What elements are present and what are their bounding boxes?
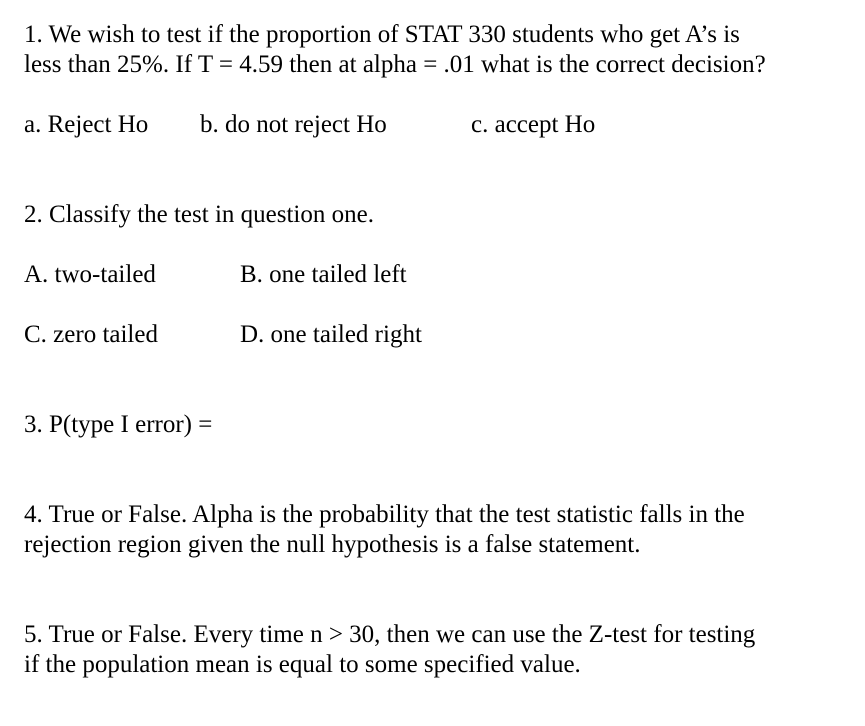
question-3-text: 3. P(type I error) =	[24, 411, 213, 438]
question-1-line-1: 1. We wish to test if the proportion of STAT 330 students who get A’s is	[24, 21, 740, 48]
question-2-option-d: D. one tailed right	[240, 321, 422, 348]
question-2-option-a: A. two-tailed	[24, 261, 156, 288]
question-2-text: 2. Classify the test in question one.	[24, 201, 374, 228]
question-1-option-a: a. Reject Ho	[24, 111, 149, 138]
question-4-line-2: rejection region given the null hypothesis is a false statement.	[24, 531, 641, 558]
question-1-text	[24, 20, 854, 80]
question-4-line-1: 4. True or False. Alpha is the probability that the test statistic falls in the	[24, 501, 745, 528]
question-1-line-2: less than 25%. If T = 4.59 then at alpha = .01 what is the correct decision?	[24, 51, 766, 78]
question-4-text	[24, 500, 854, 560]
question-5-line-2: if the population mean is equal to some specified value.	[24, 651, 581, 678]
question-2-option-b: B. one tailed left	[240, 261, 407, 288]
question-5-line-1: 5. True or False. Every time n > 30, then we can use the Z-test for testing	[24, 621, 756, 648]
question-5-text	[24, 620, 854, 680]
question-2-option-c: C. zero tailed	[24, 321, 158, 348]
question-1-option-c: c. accept Ho	[471, 111, 596, 138]
question-1-option-b: b. do not reject Ho	[200, 111, 387, 138]
